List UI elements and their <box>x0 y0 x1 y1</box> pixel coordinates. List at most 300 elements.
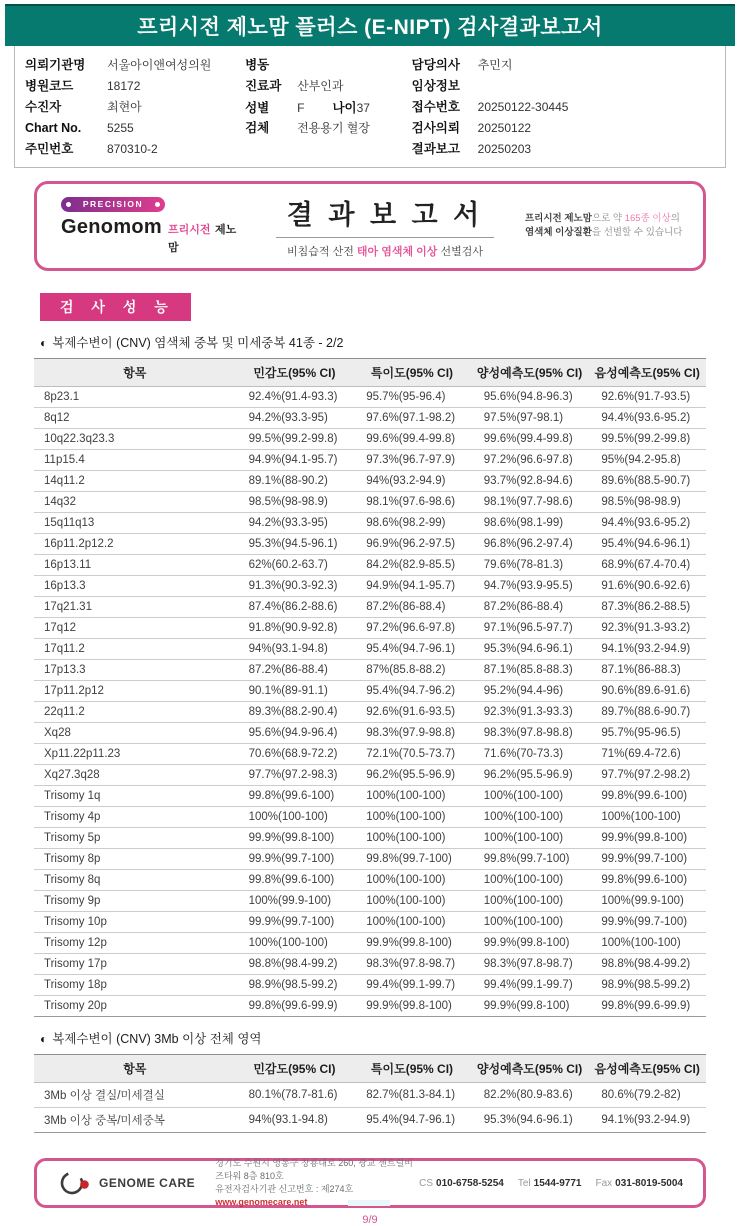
row-value: 100%(100-100) <box>236 933 354 954</box>
table-row <box>34 555 706 576</box>
row-value: 98.9%(98.5-99.2) <box>588 975 706 996</box>
badge-dot-left-icon <box>66 202 71 207</box>
table-row <box>34 639 706 660</box>
row-value: 99.9%(99.7-100) <box>588 912 706 933</box>
row-value: 98.1%(97.7-98.6) <box>471 492 589 513</box>
brand-name-en: Genomom <box>61 215 162 238</box>
row-value: 99.8%(99.7-100) <box>471 849 589 870</box>
row-value: 100%(100-100) <box>353 912 471 933</box>
note-mid: 으로 약 <box>591 212 625 224</box>
row-value: 89.6%(88.5-90.7) <box>588 471 706 492</box>
row-value: 98.6%(98.1-99) <box>471 513 589 534</box>
tel-number: 1544-9771 <box>533 1177 582 1189</box>
address-line-1: 경기도 수원시 영통구 창룡대로 260, 광교 센트럴비즈타워 8층 810호 <box>215 1157 413 1181</box>
row-value: 97.5%(97-98.1) <box>471 408 589 429</box>
row-item-label: Trisomy 12p <box>34 933 236 954</box>
precision-label: PRECISION <box>82 199 144 209</box>
row-value: 97.7%(97.2-98.3) <box>236 765 354 786</box>
patient-info-col3 <box>412 55 719 160</box>
row-item-label: Xp11.22p11.23 <box>34 744 236 765</box>
field-label: Chart No. <box>25 121 82 135</box>
field-label: 병원코드 <box>25 79 74 93</box>
subtitle-pre: 비침습적 산전 <box>287 246 357 258</box>
row-value: 98.1%(97.6-98.6) <box>353 492 471 513</box>
row-value: 96.2%(95.5-96.9) <box>471 765 589 786</box>
col-header-sensitivity: 민감도(95% CI) <box>236 1055 354 1083</box>
note-end-2: 을 선별할 수 있습니다 <box>591 227 683 238</box>
info-field <box>25 76 245 97</box>
table-row <box>34 576 706 597</box>
row-value: 92.4%(91.4-93.3) <box>236 387 354 408</box>
row-value: 97.2%(96.6-97.8) <box>353 618 471 639</box>
info-field <box>25 139 245 160</box>
row-value: 100%(99.9-100) <box>588 891 706 912</box>
address-line-2: 유전자검사기관 신고번호 : 제274호 <box>215 1184 354 1194</box>
row-item-label: 3Mb 이상 결실/미세결실 <box>34 1083 236 1108</box>
table-row <box>34 975 706 996</box>
row-value: 99.9%(99.8-100) <box>353 933 471 954</box>
note-bold-1: 프리시전 제노맘 <box>525 212 592 224</box>
subtitle-post: 선별검사 <box>437 246 483 258</box>
row-value: 99.4%(99.1-99.7) <box>471 975 589 996</box>
col-header-sensitivity: 민감도(95% CI) <box>236 359 354 387</box>
company-name: GENOME CARE <box>99 1176 196 1190</box>
cnv-performance-table <box>34 358 706 1017</box>
info-field <box>412 55 719 76</box>
table-row <box>34 681 706 702</box>
table-row <box>34 618 706 639</box>
row-value: 84.2%(82.9-85.5) <box>353 555 471 576</box>
row-value: 99.9%(99.8-100) <box>353 996 471 1017</box>
row-value: 100%(100-100) <box>471 912 589 933</box>
table-row <box>34 744 706 765</box>
report-page <box>0 4 740 1226</box>
row-item-label: Trisomy 8q <box>34 870 236 891</box>
report-box-title: 결 과 보 고 서 <box>286 200 484 230</box>
field-label: 주민번호 <box>25 142 74 156</box>
row-value: 98.3%(97.9-98.8) <box>353 723 471 744</box>
field-value: F <box>297 101 305 115</box>
row-value: 98.5%(98-98.9) <box>588 492 706 513</box>
info-field <box>412 97 719 118</box>
row-value: 99.5%(99.2-99.8) <box>588 429 706 450</box>
row-item-label: Trisomy 10p <box>34 912 236 933</box>
row-value: 99.8%(99.7-100) <box>353 849 471 870</box>
row-value: 87.2%(86-88.4) <box>236 660 354 681</box>
precision-badge <box>61 197 165 212</box>
row-item-label: Trisomy 5p <box>34 828 236 849</box>
row-value: 82.7%(81.3-84.1) <box>353 1083 471 1108</box>
field-label: 의뢰기관명 <box>25 58 86 72</box>
row-value: 95%(94.2-95.8) <box>588 450 706 471</box>
row-item-label: 16p11.2p12.2 <box>34 534 236 555</box>
row-value: 95.6%(94.8-96.3) <box>471 387 589 408</box>
row-value: 97.3%(96.7-97.9) <box>353 450 471 471</box>
row-value: 99.8%(99.6-100) <box>588 786 706 807</box>
report-box-center <box>245 193 525 259</box>
field-value: 5255 <box>107 121 134 135</box>
row-item-label: 14q11.2 <box>34 471 236 492</box>
row-value: 94.1%(93.2-94.9) <box>588 639 706 660</box>
row-value: 91.3%(90.3-92.3) <box>236 576 354 597</box>
badge-dot-right-icon <box>155 202 160 207</box>
row-item-label: 17q11.2 <box>34 639 236 660</box>
row-value: 95.4%(94.6-96.1) <box>588 534 706 555</box>
field-pair <box>304 97 370 119</box>
row-value: 90.1%(89-91.1) <box>236 681 354 702</box>
row-value: 87%(85.8-88.2) <box>353 660 471 681</box>
row-item-label: 8q12 <box>34 408 236 429</box>
table1-body <box>34 387 706 1017</box>
brand-name-kr-pink: 프리시전 <box>168 223 211 236</box>
subtitle-highlight: 태아 염색체 이상 <box>356 246 438 258</box>
row-value: 97.7%(97.2-98.2) <box>588 765 706 786</box>
field-label: 검체 <box>245 121 270 135</box>
row-item-label: 14q32 <box>34 492 236 513</box>
row-value: 99.9%(99.8-100) <box>236 828 354 849</box>
row-value: 95.3%(94.5-96.1) <box>236 534 354 555</box>
info-field <box>245 55 412 76</box>
cnv-3mb-table <box>34 1054 706 1133</box>
row-item-label: Xq27.3q28 <box>34 765 236 786</box>
row-item-label: 15q11q13 <box>34 513 236 534</box>
table-row <box>34 450 706 471</box>
table-row <box>34 660 706 681</box>
field-value: 서울아이앤여성의원 <box>107 58 212 72</box>
row-value: 98.3%(97.8-98.7) <box>353 954 471 975</box>
info-field <box>25 97 245 118</box>
row-value: 94.9%(94.1-95.7) <box>353 576 471 597</box>
table1-caption <box>40 333 740 351</box>
row-value: 95.7%(95-96.5) <box>588 723 706 744</box>
report-title: 프리시전 제노맘 플러스 (E-NIPT) 검사결과보고서 <box>137 16 603 39</box>
brand-name-kr-dark: 제노맘 <box>168 223 237 254</box>
row-value: 94.4%(93.6-95.2) <box>588 513 706 534</box>
row-value: 95.4%(94.7-96.2) <box>353 681 471 702</box>
table-row <box>34 534 706 555</box>
table-row <box>34 702 706 723</box>
row-value: 72.1%(70.5-73.7) <box>353 744 471 765</box>
row-value: 98.3%(97.8-98.7) <box>471 954 589 975</box>
row-value: 94%(93.1-94.8) <box>236 1108 354 1133</box>
result-report-box <box>34 181 706 271</box>
field-value: 18172 <box>107 79 141 93</box>
row-item-label: 11p15.4 <box>34 450 236 471</box>
row-value: 71%(69.4-72.6) <box>588 744 706 765</box>
row-value: 99.8%(99.6-99.9) <box>236 996 354 1017</box>
row-value: 91.6%(90.6-92.6) <box>588 576 706 597</box>
table-row <box>34 471 706 492</box>
table1-header <box>34 359 706 387</box>
row-value: 99.9%(99.7-100) <box>588 849 706 870</box>
row-value: 95.4%(94.7-96.1) <box>353 639 471 660</box>
row-value: 100%(100-100) <box>588 807 706 828</box>
row-value: 99.8%(99.6-100) <box>588 870 706 891</box>
row-value: 99.8%(99.6-99.9) <box>588 996 706 1017</box>
table1-caption-text: 복제수변이 (CNV) 염색체 중복 및 미세중복 41종 - 2/2 <box>52 336 344 350</box>
row-value: 94.9%(94.1-95.7) <box>236 450 354 471</box>
col-header-ppv: 양성예측도(95% CI) <box>471 1055 589 1083</box>
row-value: 100%(100-100) <box>471 786 589 807</box>
report-box-note <box>525 212 703 241</box>
table-row <box>34 1108 706 1133</box>
row-item-label: 17p13.3 <box>34 660 236 681</box>
row-value: 94.2%(93.3-95) <box>236 513 354 534</box>
row-item-label: Trisomy 17p <box>34 954 236 975</box>
row-value: 94.7%(93.9-95.5) <box>471 576 589 597</box>
field-value: 20250122-30445 <box>477 100 569 114</box>
row-value: 94.4%(93.6-95.2) <box>588 408 706 429</box>
row-value: 96.9%(96.2-97.5) <box>353 534 471 555</box>
row-value: 87.3%(86.2-88.5) <box>588 597 706 618</box>
row-value: 92.3%(91.3-93.3) <box>471 702 589 723</box>
table-row <box>34 429 706 450</box>
info-field <box>412 76 719 97</box>
half-circle-icon: ◐ <box>40 336 48 350</box>
row-value: 95.3%(94.6-96.1) <box>471 639 589 660</box>
row-value: 100%(100-100) <box>588 933 706 954</box>
field-label: 접수번호 <box>411 100 460 114</box>
row-value: 95.4%(94.7-96.1) <box>353 1108 471 1133</box>
row-value: 98.5%(98-98.9) <box>236 492 354 513</box>
row-value: 95.3%(94.6-96.1) <box>471 1108 589 1133</box>
field-label: 병동 <box>245 58 270 72</box>
col-header-specificity: 특이도(95% CI) <box>353 359 471 387</box>
row-value: 100%(100-100) <box>353 786 471 807</box>
row-value: 98.8%(98.4-99.2) <box>236 954 354 975</box>
cs-label: CS <box>419 1177 434 1189</box>
field-value: 20250203 <box>477 142 532 156</box>
half-circle-icon: ◐ <box>40 1032 48 1046</box>
row-value: 94%(93.1-94.8) <box>236 639 354 660</box>
row-value: 94.1%(93.2-94.9) <box>588 1108 706 1133</box>
row-item-label: Trisomy 4p <box>34 807 236 828</box>
col-header-item: 항목 <box>34 359 236 387</box>
row-value: 89.1%(88-90.2) <box>236 471 354 492</box>
row-value: 92.6%(91.7-93.5) <box>588 387 706 408</box>
row-value: 100%(99.9-100) <box>236 891 354 912</box>
row-value: 94.2%(93.3-95) <box>236 408 354 429</box>
note-end-1: 의 <box>670 212 680 224</box>
row-item-label: Trisomy 9p <box>34 891 236 912</box>
field-value: 870310-2 <box>107 142 158 156</box>
table-row <box>34 387 706 408</box>
patient-info-col1 <box>25 55 245 160</box>
row-value: 99.6%(99.4-99.8) <box>353 429 471 450</box>
row-value: 71.6%(70-73.3) <box>471 744 589 765</box>
fax-number: 031-8019-5004 <box>615 1177 683 1189</box>
report-box-subtitle <box>245 243 525 259</box>
row-value: 99.4%(99.1-99.7) <box>353 975 471 996</box>
cs-number: 010-6758-5254 <box>436 1177 504 1189</box>
row-value: 92.6%(91.6-93.5) <box>353 702 471 723</box>
info-field <box>25 118 245 139</box>
row-value: 100%(100-100) <box>471 870 589 891</box>
col-header-specificity: 특이도(95% CI) <box>353 1055 471 1083</box>
row-value: 70.6%(68.9-72.2) <box>236 744 354 765</box>
row-value: 99.5%(99.2-99.8) <box>236 429 354 450</box>
row-value: 99.8%(99.6-100) <box>236 870 354 891</box>
row-value: 96.8%(96.2-97.4) <box>471 534 589 555</box>
info-field <box>412 139 719 160</box>
row-value: 100%(100-100) <box>353 870 471 891</box>
row-value: 98.3%(97.8-98.8) <box>471 723 589 744</box>
info-field <box>412 118 719 139</box>
row-value: 97.6%(97.1-98.2) <box>353 408 471 429</box>
page-number: 9/9 <box>362 1214 378 1226</box>
row-value: 100%(100-100) <box>471 807 589 828</box>
footer-contacts <box>419 1178 703 1189</box>
row-value: 87.2%(86-88.4) <box>471 597 589 618</box>
table2-body <box>34 1083 706 1133</box>
row-item-label: Trisomy 1q <box>34 786 236 807</box>
col-header-npv: 음성예측도(95% CI) <box>588 359 706 387</box>
row-value: 89.7%(88.6-90.7) <box>588 702 706 723</box>
row-value: 100%(100-100) <box>353 807 471 828</box>
row-item-label: Xq28 <box>34 723 236 744</box>
row-value: 87.1%(86-88.3) <box>588 660 706 681</box>
info-field <box>245 76 412 97</box>
row-item-label: 17q21.31 <box>34 597 236 618</box>
row-item-label: Trisomy 8p <box>34 849 236 870</box>
field-value: 산부인과 <box>297 79 344 93</box>
table-row <box>34 765 706 786</box>
field-label: 결과보고 <box>411 142 460 156</box>
row-value: 91.8%(90.9-92.8) <box>236 618 354 639</box>
row-value: 100%(100-100) <box>471 828 589 849</box>
table-row <box>34 891 706 912</box>
field-value: 전용용기 혈장 <box>297 121 370 135</box>
table-row <box>34 849 706 870</box>
row-value: 100%(100-100) <box>353 891 471 912</box>
row-value: 99.9%(99.8-100) <box>471 996 589 1017</box>
row-value: 82.2%(80.9-83.6) <box>471 1083 589 1108</box>
col-header-ppv: 양성예측도(95% CI) <box>471 359 589 387</box>
row-value: 99.9%(99.7-100) <box>236 912 354 933</box>
field-label: 진료과 <box>245 79 282 93</box>
genomom-logo <box>37 197 245 256</box>
row-value: 96.2%(95.5-96.9) <box>353 765 471 786</box>
section-title-band: 검 사 성 능 <box>40 293 191 321</box>
row-item-label: 17q12 <box>34 618 236 639</box>
info-field <box>245 118 412 139</box>
row-value: 92.3%(91.3-93.2) <box>588 618 706 639</box>
fax-label: Fax <box>595 1177 613 1189</box>
table-row <box>34 597 706 618</box>
row-item-label: 16p13.3 <box>34 576 236 597</box>
table-row <box>34 513 706 534</box>
note-pink: 165종 이상 <box>624 212 671 224</box>
field-label: 성별 <box>245 101 270 115</box>
field-label: 수진자 <box>25 100 62 114</box>
table-row <box>34 912 706 933</box>
row-item-label: 8p23.1 <box>34 387 236 408</box>
row-value: 98.9%(98.5-99.2) <box>236 975 354 996</box>
table2-header <box>34 1055 706 1083</box>
table-row <box>34 408 706 429</box>
table-row <box>34 870 706 891</box>
row-value: 90.6%(89.6-91.6) <box>588 681 706 702</box>
field-label: 임상정보 <box>411 79 460 93</box>
row-value: 62%(60.2-63.7) <box>236 555 354 576</box>
table-row <box>34 933 706 954</box>
row-value: 94%(93.2-94.9) <box>353 471 471 492</box>
row-item-label: 3Mb 이상 중복/미세중복 <box>34 1108 236 1133</box>
website-link[interactable]: www.genomecare.net <box>215 1197 308 1208</box>
col-header-item: 항목 <box>34 1055 236 1083</box>
row-item-label: Trisomy 18p <box>34 975 236 996</box>
info-field <box>25 55 245 76</box>
row-value: 98.8%(98.4-99.2) <box>588 954 706 975</box>
row-value: 95.7%(95-96.4) <box>353 387 471 408</box>
genomecare-logo-icon <box>59 1169 93 1197</box>
field-value: 20250122 <box>477 121 532 135</box>
info-field <box>245 97 412 118</box>
note-bold-2: 염색체 이상질환 <box>525 227 592 238</box>
row-value: 68.9%(67.4-70.4) <box>588 555 706 576</box>
patient-info-col2 <box>245 55 412 160</box>
row-item-label: 17p11.2p12 <box>34 681 236 702</box>
row-value: 87.1%(85.8-88.3) <box>471 660 589 681</box>
row-item-label: 10q22.3q23.3 <box>34 429 236 450</box>
field-label: 검사의뢰 <box>411 121 460 135</box>
col-header-npv: 음성예측도(95% CI) <box>588 1055 706 1083</box>
table-row <box>34 786 706 807</box>
row-value: 100%(100-100) <box>353 828 471 849</box>
genomecare-logo <box>37 1169 209 1197</box>
row-value: 99.9%(99.8-100) <box>588 828 706 849</box>
table-row <box>34 828 706 849</box>
row-value: 95.2%(94.4-96) <box>471 681 589 702</box>
table-row <box>34 954 706 975</box>
row-value: 93.7%(92.8-94.6) <box>471 471 589 492</box>
table-row <box>34 996 706 1017</box>
table-row <box>34 1083 706 1108</box>
row-item-label: Trisomy 20p <box>34 996 236 1017</box>
table-row <box>34 723 706 744</box>
row-value: 98.6%(98.2-99) <box>353 513 471 534</box>
field-label: 담당의사 <box>411 58 460 72</box>
row-value: 80.1%(78.7-81.6) <box>236 1083 354 1108</box>
table2-caption-text: 복제수변이 (CNV) 3Mb 이상 전체 영역 <box>52 1032 262 1046</box>
patient-info-box <box>14 46 726 168</box>
tel-label: Tel <box>517 1177 531 1189</box>
report-title-band <box>5 4 735 46</box>
title-underline <box>276 237 494 238</box>
row-value: 97.2%(96.6-97.8) <box>471 450 589 471</box>
field-value: 37 <box>356 101 370 115</box>
table-row <box>34 807 706 828</box>
scan-artifact <box>348 1200 390 1206</box>
row-value: 99.6%(99.4-99.8) <box>471 429 589 450</box>
row-value: 100%(100-100) <box>236 807 354 828</box>
row-value: 100%(100-100) <box>471 891 589 912</box>
row-value: 99.9%(99.8-100) <box>471 933 589 954</box>
row-value: 80.6%(79.2-82) <box>588 1083 706 1108</box>
row-item-label: 22q11.2 <box>34 702 236 723</box>
row-value: 95.6%(94.9-96.4) <box>236 723 354 744</box>
field-value: 추민지 <box>477 58 513 72</box>
row-value: 97.1%(96.5-97.7) <box>471 618 589 639</box>
row-value: 99.9%(99.7-100) <box>236 849 354 870</box>
field-value: 최현아 <box>107 100 142 114</box>
row-item-label: 16p13.11 <box>34 555 236 576</box>
row-value: 99.8%(99.6-100) <box>236 786 354 807</box>
row-value: 79.6%(78-81.3) <box>471 555 589 576</box>
table2-caption <box>40 1029 740 1047</box>
field-label: 나이 <box>332 101 357 115</box>
row-value: 87.4%(86.2-88.6) <box>236 597 354 618</box>
